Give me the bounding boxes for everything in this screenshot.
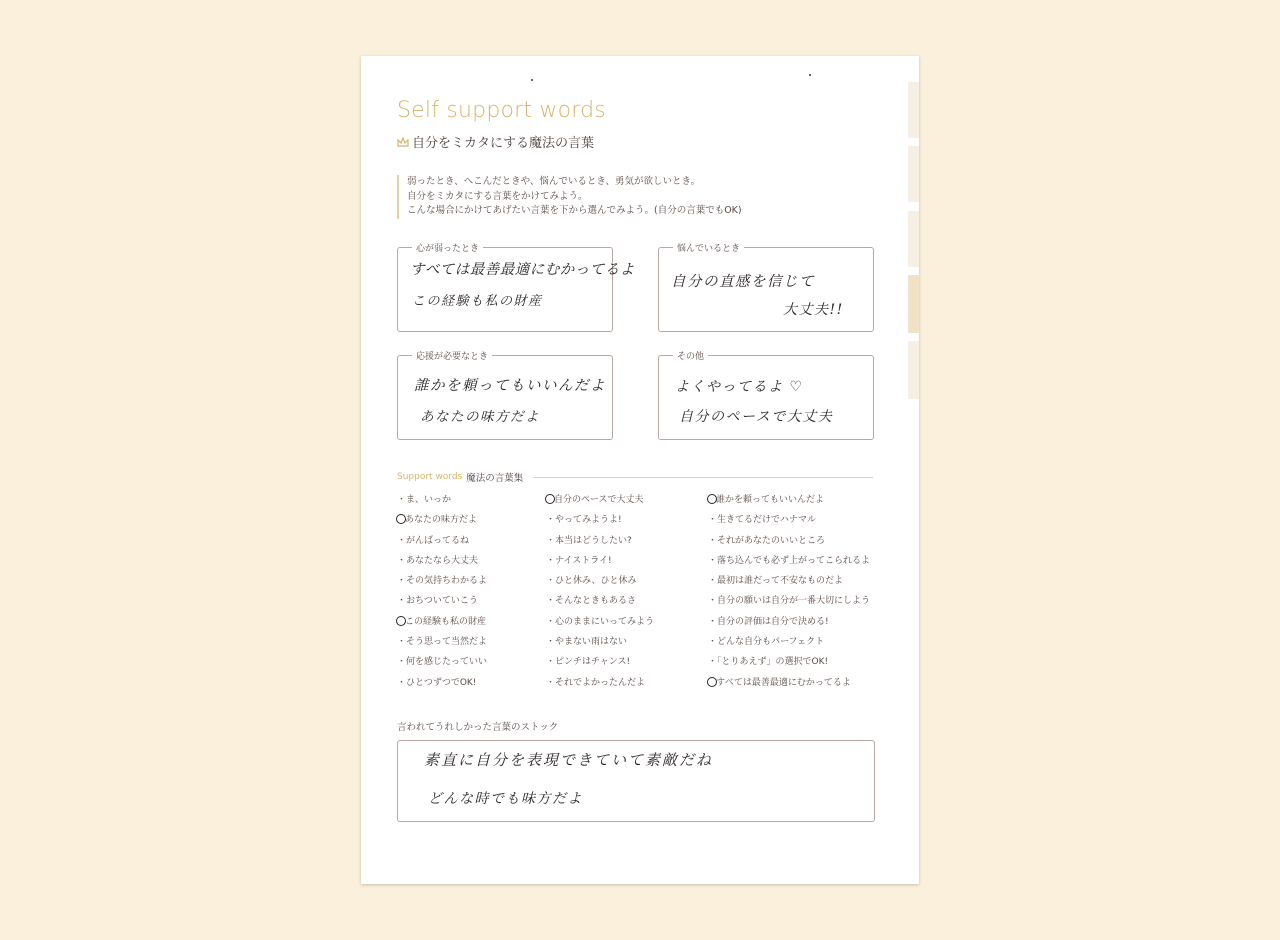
page-title: Self support words	[397, 98, 606, 123]
support-words-label-ja: 魔法の言葉集	[466, 473, 524, 484]
subtitle-text: 自分をミカタにする魔法の言葉	[412, 136, 595, 151]
circle-mark	[707, 494, 717, 504]
list-item: ・自分の評価は自分で決める!	[708, 616, 829, 627]
list-item-circled: この経験も私の財産	[397, 615, 487, 635]
list-item-circled: 自分のペースで大丈夫	[546, 493, 654, 513]
handwritten-line: あなたの味方だよ	[420, 409, 540, 425]
list-item: ・心のままにいってみよう	[546, 616, 655, 627]
support-words-column-1	[397, 493, 487, 696]
box-weak-heart	[397, 244, 635, 332]
list-item: ・落ち込んでも必ず上がってこられるよ	[708, 555, 871, 566]
list-item: ・それがあなたのいいところ	[708, 535, 826, 546]
list-item: ・自分の願いは自分が一番大切にしよう	[708, 596, 871, 607]
box-label: 心が弱ったとき	[412, 241, 483, 254]
paper-speck	[531, 79, 533, 81]
list-item: ・ひとつずつでOK!	[397, 677, 477, 688]
intro-text	[397, 175, 742, 219]
stock-label: 言われてうれしかった言葉のストック	[397, 722, 559, 733]
worksheet-page	[361, 56, 919, 884]
page-tab	[908, 341, 919, 399]
handwritten-line: どんな時でも味方だよ	[428, 791, 583, 807]
handwritten-line: すべては最善最適にむかってるよ	[410, 262, 635, 278]
circle-mark	[545, 494, 555, 504]
list-item: ・がんばってるね	[397, 535, 470, 546]
list-item-circled: 誰かを頼ってもいいんだよ	[708, 493, 870, 513]
list-item: ・ナイストライ!	[546, 555, 612, 566]
circle-mark	[396, 616, 406, 626]
list-item: ・ま、いっか	[397, 495, 452, 505]
support-words-column-2	[546, 493, 654, 696]
list-item: ・ひと休み、ひと休み	[546, 576, 637, 587]
list-item-circled: あなたの味方だよ	[397, 513, 487, 533]
list-item: ・おちついていこう	[397, 596, 478, 607]
stock-box	[397, 740, 875, 822]
list-item: ・その気持ちわかるよ	[397, 576, 488, 587]
handwritten-line: 誰かを頼ってもいいんだよ	[414, 378, 606, 394]
box-label: 応援が必要なとき	[412, 349, 492, 362]
list-item: ・生きてるだけでハナマル	[708, 515, 817, 526]
list-item: ・何を感じたっていい	[397, 657, 488, 668]
page-tab	[908, 146, 919, 202]
handwritten-line: 自分のペースで大丈夫	[679, 409, 834, 425]
list-item: ・そう思って当然だよ	[397, 637, 488, 648]
list-item: ・やまない雨はない	[546, 637, 628, 648]
intro-line: 自分をミカタにする言葉をかけてみよう。	[407, 190, 588, 202]
paper-speck	[809, 74, 811, 76]
list-item-circled: すべては最善最適にむかってるよ	[708, 676, 870, 696]
box-worried	[658, 244, 874, 332]
box-label: 悩んでいるとき	[673, 241, 744, 254]
crown-icon	[397, 137, 409, 147]
support-words-column-3	[708, 493, 870, 696]
list-item: ・やってみようよ!	[546, 515, 622, 526]
list-item: ・最初は誰だって不安なものだよ	[708, 576, 844, 587]
circle-mark	[707, 677, 717, 687]
intro-line: 弱ったとき、へこんだときや、悩んでいるとき、勇気が欲しいとき。	[407, 176, 701, 187]
list-item: ・どんな自分もパーフェクト	[708, 637, 825, 648]
page-subtitle	[397, 132, 594, 151]
list-item: ・そんなときもあるさ	[546, 596, 637, 607]
handwritten-line: この経験も私の財産	[412, 294, 543, 309]
page-tab	[908, 82, 919, 138]
handwritten-line: 自分の直感を信じて	[671, 274, 815, 290]
box-need-support	[397, 352, 613, 440]
page-tab-active	[908, 275, 919, 333]
list-item: ・「とりあえず」の選択でOK!	[708, 657, 829, 668]
list-item: ・あなたなら大丈夫	[397, 555, 479, 566]
intro-line: こんな場合にかけてあげたい言葉を下から選んでみよう。(自分の言葉でもOK)	[407, 205, 742, 216]
support-words-label-en: Support words	[397, 472, 463, 482]
list-item: ・ピンチはチャンス!	[546, 657, 631, 668]
box-label: その他	[673, 349, 708, 362]
handwritten-line: よくやってるよ ♡	[675, 379, 804, 395]
list-item: ・本当はどうしたい?	[546, 535, 632, 546]
support-words-heading	[397, 470, 873, 484]
handwritten-line: 素直に自分を表現できていて素敵だね	[424, 751, 714, 769]
list-item: ・それでよかったんだよ	[546, 677, 646, 688]
page-tab	[908, 211, 919, 267]
box-other	[658, 352, 874, 440]
handwritten-line: 大丈夫!!	[783, 302, 844, 318]
heading-divider	[533, 477, 873, 478]
